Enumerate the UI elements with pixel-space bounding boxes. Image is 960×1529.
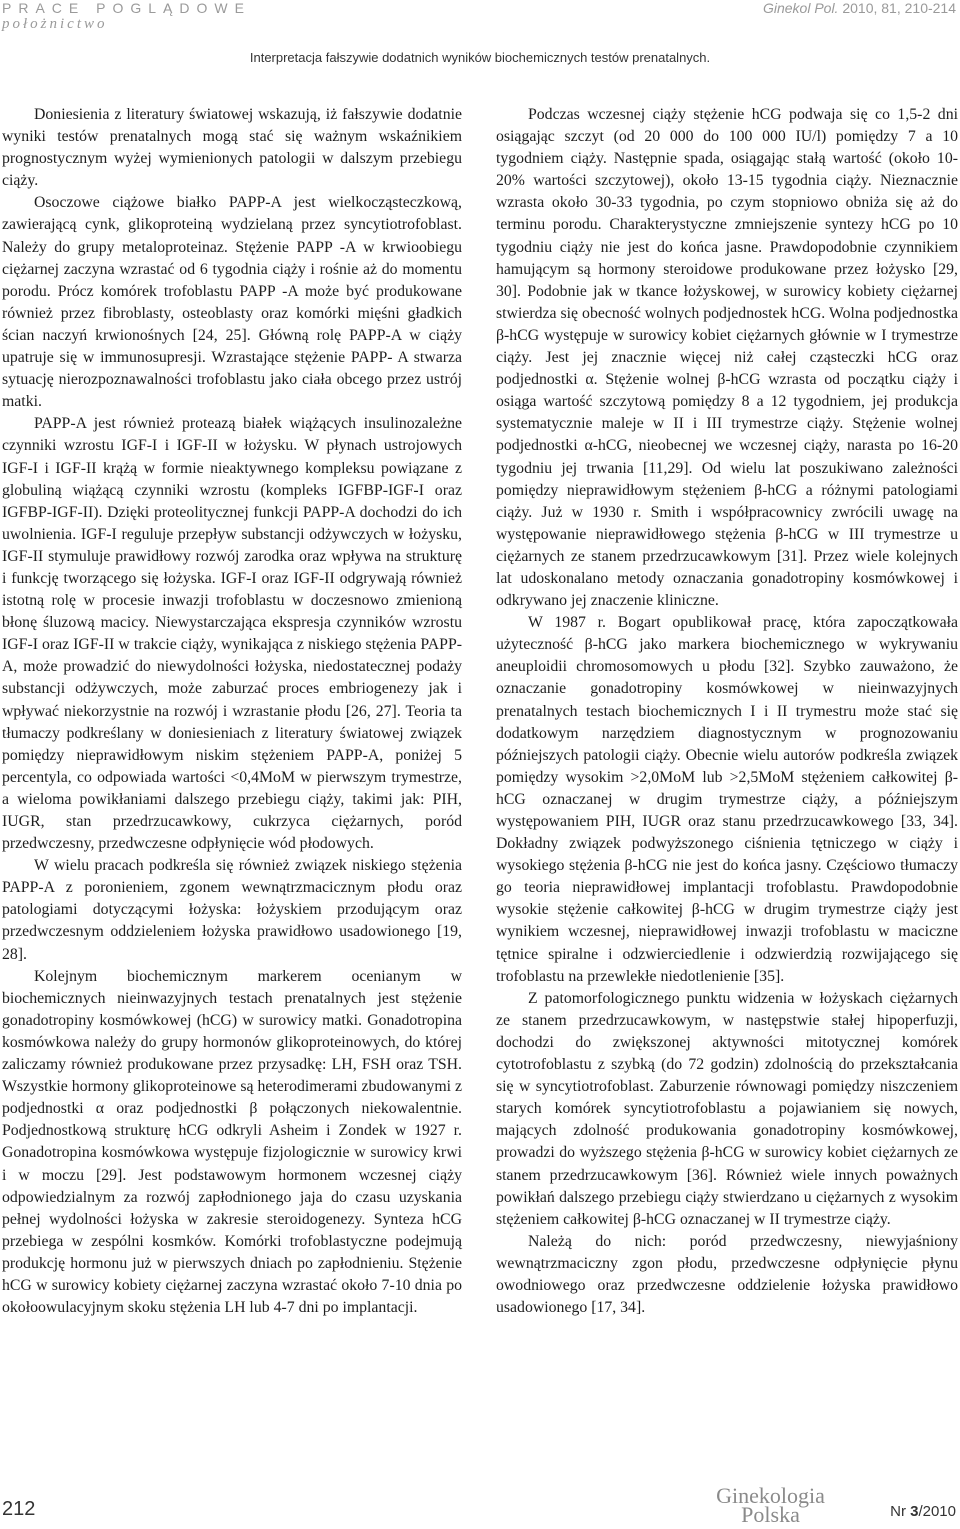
issue-year: /2010	[918, 1503, 956, 1520]
section-header	[2, 0, 251, 32]
paragraph: PAPP-A jest również proteazą białek wiążących insulinozależne czynniki wzrostu IGF-I i IGF-II w łożysku. W płynach ustrojowych IGF-I i IGF-II krążą w formie nieaktywnego kompleksu powiązane z globuliną wiążącą czynniki wzrostu (kompleks IGFBP-IGF-I oraz IGFBP-IGF-II). Dzięki proteolitycznej funkcji PAPP-A dochodzi do ich uwolnienia. IGF-I reguluje przepływ substancji odżywczych w łożysku, IGF-II stymuluje prawidłowy rozwój zarodka oraz wpływa na strukturę i funkcję tworzącego się łożyska. IGF-I oraz IGF-II odgrywają również istotną rolę w procesie inwazji trofoblastu w doczesnowo zmienioną błonę śluzową macicy. Niewystarczająca ekspresja czynników wzrostu IGF-I oraz IGF-II w trakcie ciąży, wynikająca z niskiego stężenia PAPP-A, może prowadzić do niewydolności łożyska, niedostatecznej podaży substancji odżywczych, może zaburzać proces embriogenezy jak i wpływać niekorzystnie na rozwój i wzrastanie płodu [26, 27]. Teoria ta tłumaczy podkreślany w doniesieniach z literatury światowej związek pomiędzy nieprawidłowym niskim stężeniem PAPP-A, poniżej 5 percentyla, co odpowiada wartości <0,4MoM w pierwszym trymestrze, a wieloma powikłaniami dalszego przebiegu ciąży, takimi jak: PIH, IUGR, stan przedrzucawkowy, cukrzyca ciężarnych, poród przedwczesny, przedwczesne odpłynięcie wód płodowych.	[2, 415, 462, 853]
journal-name: Ginekol Pol.	[762, 0, 839, 16]
left-column	[2, 104, 462, 1319]
logo-line-2: Polska	[741, 1502, 800, 1527]
page-number: 212	[2, 1498, 36, 1520]
journal-citation	[763, 0, 956, 16]
paragraph: Podczas wczesnej ciąży stężenie hCG podwaja się co 1,5-2 dni osiągając szczyt (od 20 000 do 100 000 IU/l) pomiędzy 7 a 10 tygodniem ciąży. Następnie spada, osiągając stałą wartość (około 10-20% wartości szczytowej), około 13-15 tygodnia ciąży. Nieznacznie wzrasta około 30-33 tygodnia, po czym stopniowo obniża się aż do terminu porodu. Charakterystyczne zmniejszenie syntezy hCG po 10 tygodniu ciąży nie jest do końca jasne. Prawdopodobnie czynnikiem hamującym są hormony steroidowe produkowane przez łożysko [29, 30]. Podobnie jak w tkance łożyskowej, w surowicy kobiety ciężarnej stwierdza się obecność wolnych podjednostek hCG. Wolna podjednostka β-hCG występuje w surowicy kobiet ciężarnych głównie w I trymestrze ciąży. Jest jej znacznie więcej niż całej cząsteczki hCG oraz podjednostki α. Stężenie wolnej β-hCG wzrasta od początku ciąży i osiąga wartość szczytową pomiędzy 8 a 12 tygodniem, jej produkcja systematycznie maleje w II i III trymestrze ciąży. Stężenie wolnej podjednostki α-hCG, nieobecnej we wczesnej ciąży, narasta po 16-20 tygodniu jej trwania [11,29]. Od wielu lat poszukiwano zależności pomiędzy nieprawidłowym stężeniem β-hCG a różnymi patologiami ciąży. Już w 1930 r. Smith i współpracownicy zwrócili uwagę na występowanie nieprawidłowego stężenia β-hCG w III trymestrze u ciężarnych ze stanem przedrzucawkowym [31]. Przez wiele kolejnych lat udoskonalano metody oznaczania gonadotropiny kosmówkowej i odkrywano jej znaczenie kliniczne.	[496, 106, 958, 610]
section-title: PRACE POGLĄDOWE	[2, 0, 251, 16]
issue-number-value: 3	[910, 1503, 919, 1520]
paragraph: W wielu pracach podkreśla się również związek niskiego stężenia PAPP-A z poronieniem, zgonem wewnątrzmacicznym płodu oraz patologiami dotyczącymi łożyska: łożyskiem przodującym oraz przedwczesnym oddzieleniem łożyska prawidłowo usadowionego [19, 28].	[2, 857, 462, 963]
journal-logo	[708, 1483, 833, 1527]
right-column	[496, 104, 958, 1319]
paragraph: Należą do nich: poród przedwczesny, niewyjaśniony wewnątrzmaciczny zgon płodu, przedwczesne odpłynięcie płynu owodniowego oraz przedwczesne oddzielenie łożyska prawidłowo usadowionego [17, 34].	[496, 1232, 958, 1317]
running-title: Interpretacja fałszywie dodatnich wyników biochemicznych testów prenatalnych.	[249, 50, 711, 65]
paragraph: Osoczowe ciążowe białko PAPP-A jest wielkocząsteczkową, zawierającą cynk, glikoproteiną wydzielaną przez syncytiotrofoblast. Należy do grupy metaloproteinaz. Stężenie PAPP -A w krwioobiegu ciężarnej zaczyna wzrastać od 6 tygodnia ciąży i rośnie aż do momentu porodu. Prócz komórek trofoblastu PAPP -A może być produkowane również przez fibroblasty, osteoblasty oraz komórki mięśni gładkich ścian naczyń krwionośnych [24, 25]. Główną rolę PAPP-A w ciąży upatruje się w immunosupresji. Wzrastające stężenie PAPP- A stwarza sytuację nierozpoznawalności trofoblastu jako ciała obcego przez ustrój matki.	[2, 194, 462, 411]
paragraph: W 1987 r. Bogart opublikował pracę, która zapoczątkowała użyteczność β-hCG jako markera biochemicznego w wykrywaniu aneuploidii chromosomowych u płodu [32]. Szybko zauważono, że oznaczanie gonadotropiny kosmówkowej w nieinwazyjnych prenatalnych testach biochemicznych I i II trymestru może stać się dodatkowym narzędziem diagnostycznym w prognozowaniu późniejszych patologii ciąży. Obecnie wielu autorów podkreśla związek pomiędzy wysokim >2,0MoM lub >2,5MoM stężeniem całkowitej β-hCG oznaczanej w drugim trymestrze ciąży, a późniejszym występowaniem PIH, IUGR oraz stanu przedrzucawkowego [33, 34]. Dokładny związek podwyższonego ciśnienia tętniczego w ciąży i wysokiego stężenia β-hCG nie jest do końca jasny. Częściowo tłumaczy go teoria nieprawidłowej implantacji trofoblastu. Prawdopodobnie wysokie stężenie całkowitej β-hCG w drugim trymestrze ciąży jest wynikiem wczesnej, nieprawidłowej inwazji trofoblastu w maciczne tętnice spiralne i odzwierciedlenie i odzwierdzią rozwijającego się trofoblastu na przewlekłe niedotlenienie [35].	[496, 614, 958, 985]
paragraph: Z patomorfologicznego punktu widzenia w łożyskach ciężarnych ze stanem przedrzucawkowym, w następstwie stałej hipoperfuzji, dochodzi do zwiększonej aktywności mitotycznej komórek cytotrofoblastu z szybką (do 72 godzin) zdolnością do przekształcania się w syncytiotrofoblast. Zaburzenie równowagi pomiędzy niszczeniem starych komórek syncytiotrofoblastu a pojawianiem się nowych, mających zdolność produkowania gonadotropiny kosmówkowej, prowadzi do wyższego stężenia β-hCG w surowicy kobiet ciężarnych ze stanem przedrzucawkowym [36]. Również wiele innych poważnych powikłań dalszego przebiegu ciąży stwierdzano u ciężarnych z wysokim stężeniem całkowitej β-hCG oznaczanej w II trymestrze ciąży.	[496, 989, 958, 1228]
logo-line-1: Ginekologia	[716, 1483, 825, 1508]
citation-details: 2010, 81, 210-214	[838, 0, 956, 16]
issue-number	[890, 1503, 956, 1520]
paragraph: Doniesienia z literatury światowej wskazują, iż fałszywie dodatnie wyniki testów prenatalnych mogą stać się ważnym wskaźnikiem prognostycznym wyżej wymienionych patologii w dalszym przebiegu ciąży.	[2, 106, 462, 190]
paragraph: Kolejnym biochemicznym markerem ocenianym w biochemicznych nieinwazyjnych testach prenatalnych jest stężenie gonadotropiny kosmówkowej (hCG) w surowicy matki. Gonadotropina kosmówkowa należy do grupy hormonów glikoproteinowych, do której zaliczamy również produkowane przez przysadkę: LH, FSH oraz TSH. Wszystkie hormony glikoproteinowe są heterodimerami zbudowanymi z podjednostki α oraz podjednostki β połączonych niekowalentnie. Podjednostkową strukturę hCG odkryli Asheim i Zondek w 1927 r. Gonadotropina kosmówkowa występuje fizjologicznie w surowicy krwi i w moczu [29]. Jest podstawowym hormonem wczesnej ciąży odpowiedzialnym za rozwój zapłodnionego jaja do czasu uzyskania pełnej wydolności łożyska w zakresie steroidogenezy. Synteza hCG przebiega w zespólni kosmków. Komórki trofoblastyczne podejmują produkcję hormonu już w pierwszych dniach po zapłodnieniu. Stężenie hCG w surowicy kobiety ciężarnej zaczyna wzrastać około 7-10 dnia po okołoowulacyjnym skoku stężenia LH lub 4-7 dni po implantacji.	[2, 967, 462, 1317]
issue-prefix: Nr	[890, 1503, 911, 1520]
subsection-title: położnictwo	[2, 16, 108, 32]
